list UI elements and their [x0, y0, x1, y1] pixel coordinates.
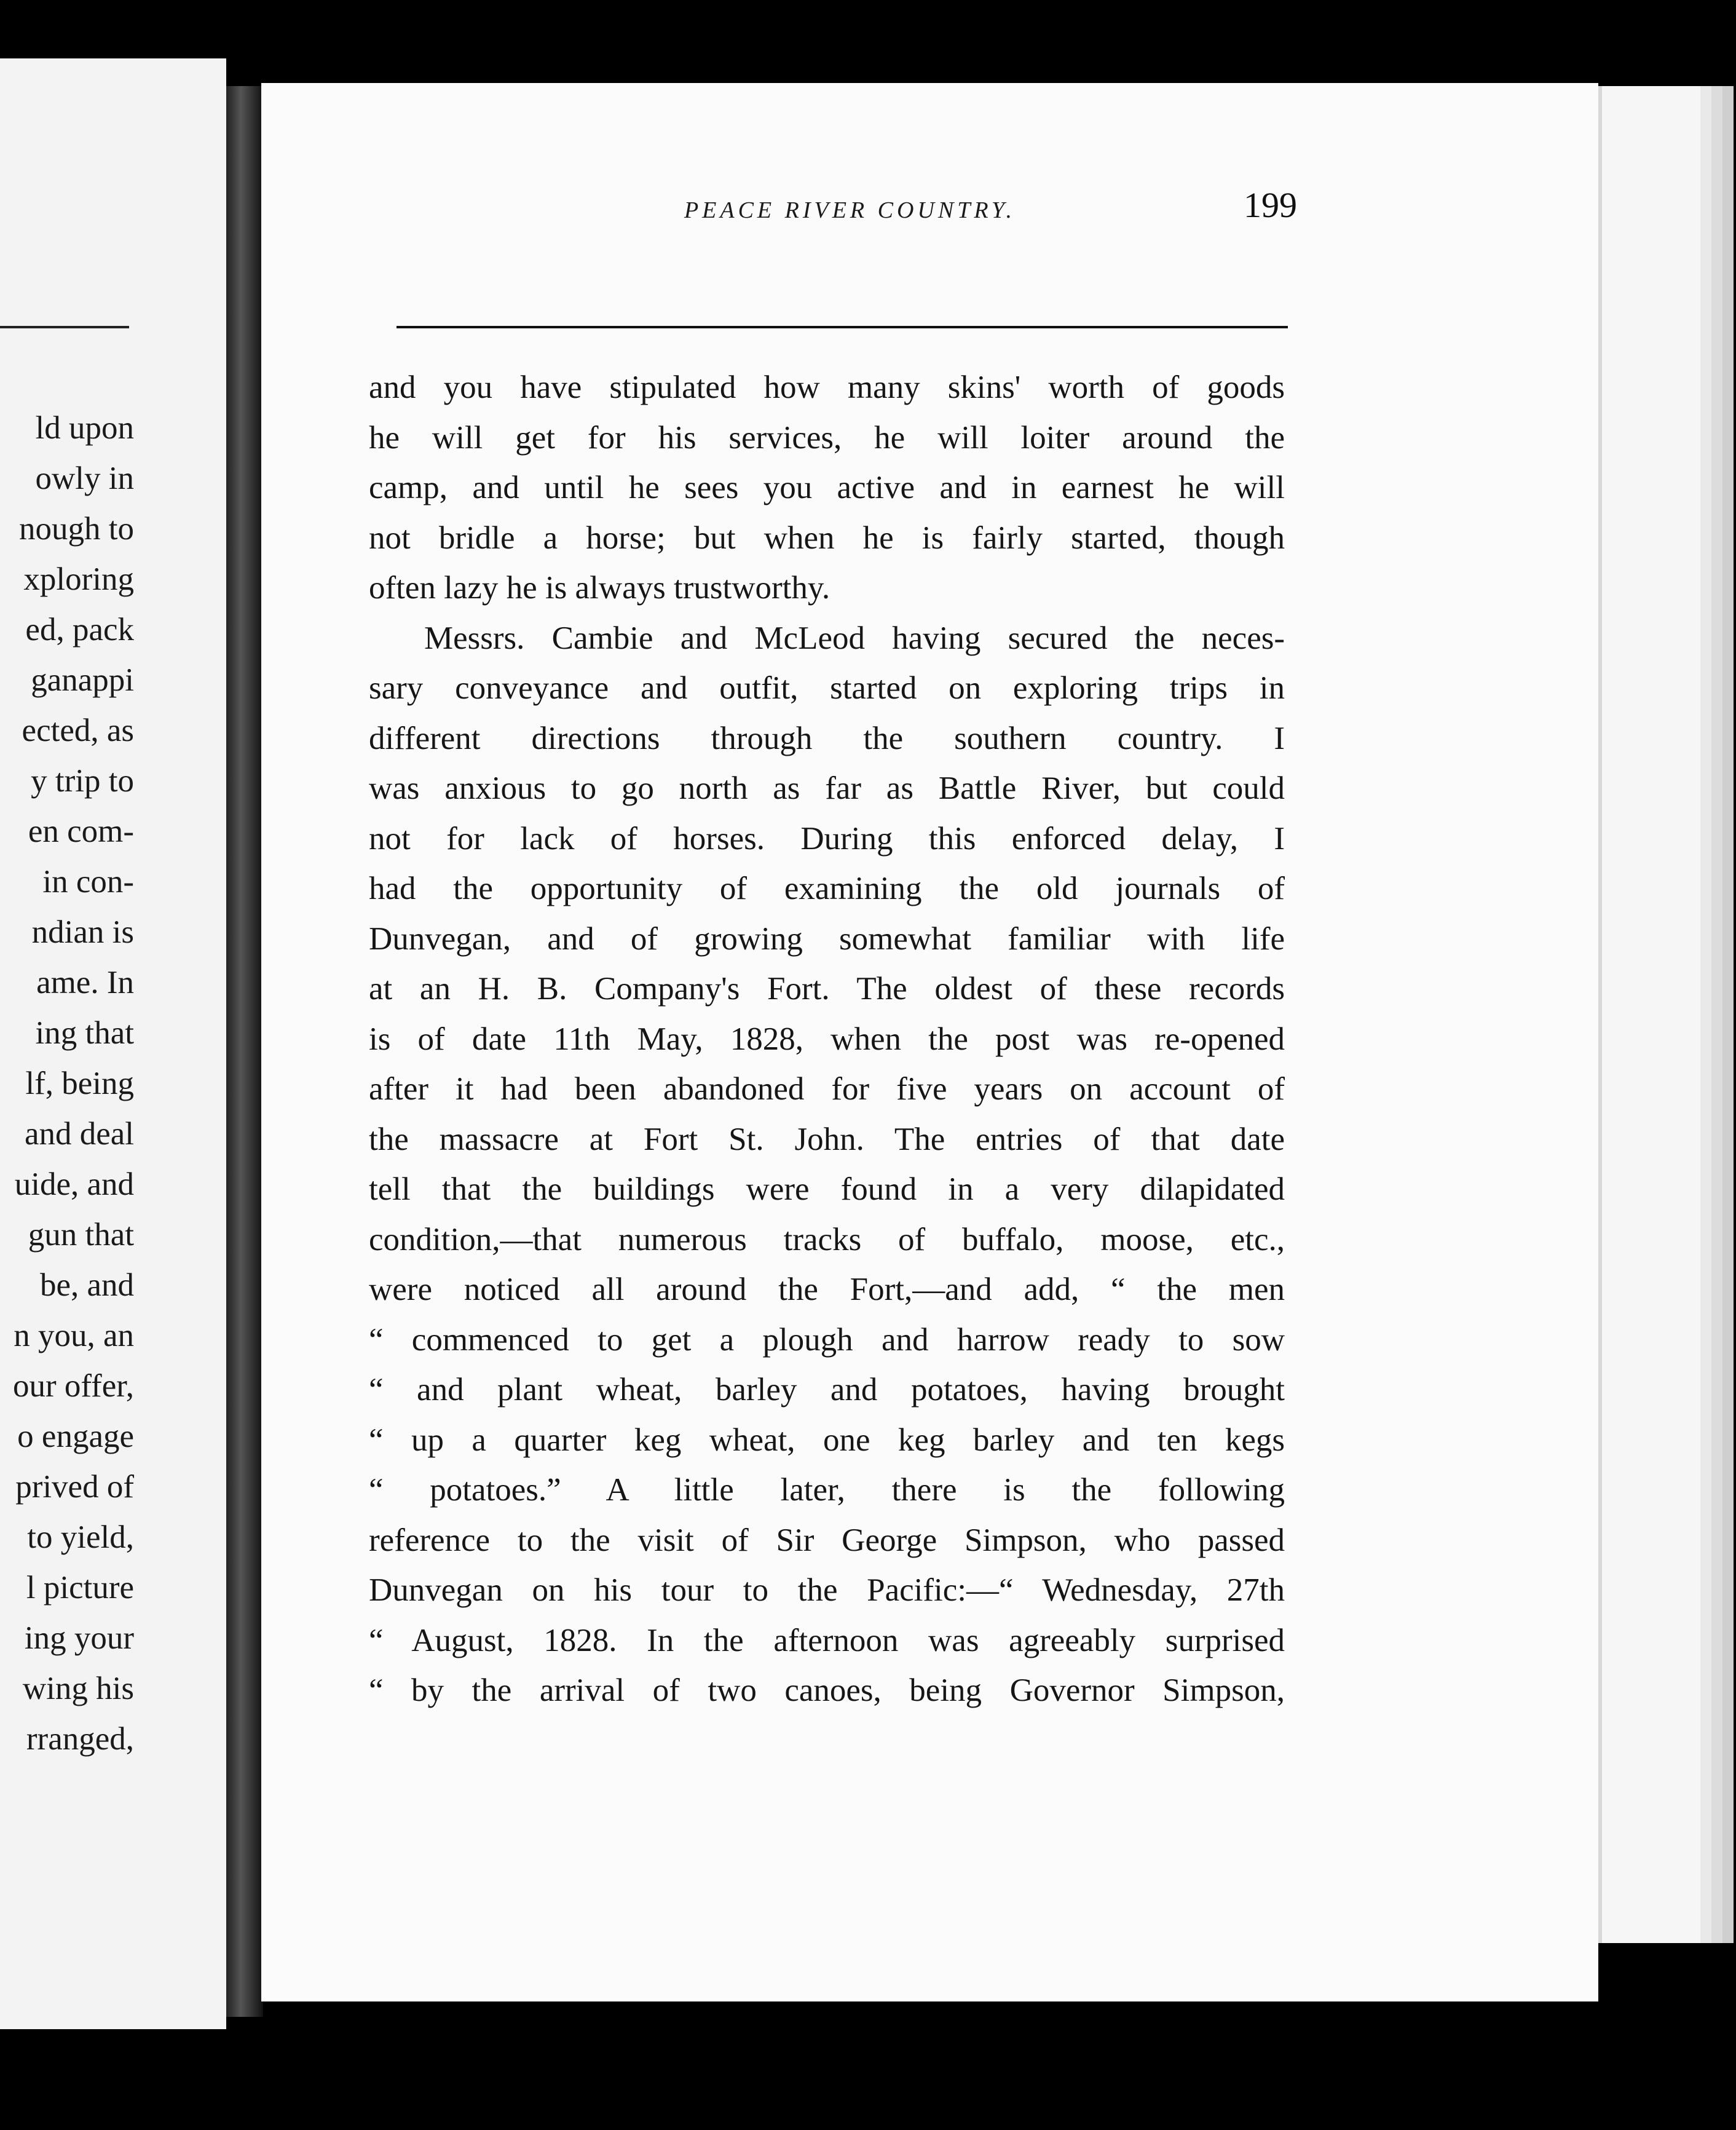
- left-line: ld upon: [35, 410, 134, 446]
- left-line: our offer,: [12, 1368, 134, 1404]
- text-line: “ potatoes.” A little later, there is the following: [369, 1472, 1285, 1508]
- text-line: camp, and until he sees you active and in earnest he will: [369, 470, 1285, 505]
- text-line: Dunvegan on his tour to the Pacific:—“ Wednesday, 27th: [369, 1572, 1285, 1608]
- page-header: [403, 184, 1297, 246]
- left-line: xploring: [23, 561, 134, 597]
- left-line: rranged,: [26, 1721, 134, 1757]
- left-line: ing your: [24, 1620, 134, 1656]
- left-line: nough to: [19, 511, 134, 547]
- text-line: often lazy he is always trustworthy.: [369, 570, 831, 606]
- left-line: o engage: [17, 1419, 134, 1454]
- left-line: and deal: [24, 1116, 134, 1152]
- left-line: n you, an: [14, 1318, 134, 1353]
- text-line: had the opportunity of examining the old journals of: [369, 871, 1285, 906]
- book-gutter: [226, 86, 263, 2017]
- text-line: condition,—that numerous tracks of buffalo, moose, etc.,: [369, 1221, 1285, 1257]
- text-line: the massacre at Fort St. John. The entries of that date: [369, 1121, 1285, 1157]
- text-line: “ and plant wheat, barley and potatoes, having brought: [369, 1372, 1285, 1407]
- text-line: at an H. B. Company's Fort. The oldest of these records: [369, 971, 1285, 1007]
- text-line: not for lack of horses. During this enforced delay, I: [369, 820, 1285, 857]
- left-line: in con-: [42, 864, 134, 900]
- text-line: not bridle a horse; but when he is fairly started, though: [369, 520, 1285, 556]
- text-line: “ up a quarter keg wheat, one keg barley and ten kegs: [369, 1422, 1285, 1458]
- text-line: and you have stipulated how many skins' worth of goods: [369, 370, 1285, 405]
- text-line: different directions through the southern country. I: [369, 720, 1285, 756]
- text-line: is of date 11th May, 1828, when the post was re-opened: [369, 1021, 1285, 1057]
- text-line: tell that the buildings were found in a very dilapidated: [369, 1171, 1285, 1207]
- left-line: ed, pack: [25, 612, 134, 647]
- left-line: l picture: [26, 1570, 134, 1605]
- left-page-text: [0, 403, 134, 1764]
- left-line: gun that: [28, 1217, 134, 1253]
- left-line: ected, as: [22, 713, 134, 748]
- left-header-rule: [0, 326, 129, 328]
- left-line: prived of: [15, 1469, 134, 1505]
- header-rule: [397, 326, 1288, 328]
- left-line: ing that: [35, 1015, 134, 1051]
- left-line: uide, and: [14, 1166, 134, 1202]
- text-line: “ commenced to get a plough and harrow ready to sow: [369, 1321, 1285, 1358]
- text-line: Messrs. Cambie and McLeod having secured the neces-: [424, 620, 1285, 656]
- left-line: ndian is: [31, 914, 134, 950]
- left-line: ganappi: [31, 662, 134, 698]
- left-line: ame. In: [36, 965, 134, 1000]
- page-edges: [1598, 86, 1700, 1943]
- left-line: y trip to: [31, 763, 134, 799]
- left-line: lf, being: [25, 1066, 134, 1101]
- text-line: Dunvegan, and of growing somewhat familiar with life: [369, 920, 1285, 957]
- text-line: reference to the visit of Sir George Simpson, who passed: [369, 1522, 1285, 1558]
- left-line: be, and: [39, 1267, 134, 1303]
- text-line: sary conveyance and outfit, started on exploring trips in: [369, 670, 1285, 706]
- text-line: “ by the arrival of two canoes, being Governor Simpson,: [369, 1673, 1285, 1708]
- body-text: [369, 363, 1285, 1716]
- page-number: 199: [1244, 185, 1297, 225]
- left-line: wing his: [22, 1671, 134, 1706]
- text-line: were noticed all around the Fort,—and add, “ the men: [369, 1272, 1285, 1307]
- left-line: en com-: [28, 814, 134, 849]
- left-page: [0, 58, 226, 2029]
- running-head: PEACE RIVER COUNTRY.: [684, 197, 1016, 223]
- text-line: he will get for his services, he will loiter around the: [369, 419, 1285, 456]
- left-line: to yield,: [27, 1519, 134, 1555]
- text-line: after it had been abandoned for five years on account of: [369, 1071, 1285, 1107]
- left-line: owly in: [35, 461, 134, 496]
- text-line: “ August, 1828. In the afternoon was agreeably surprised: [369, 1622, 1285, 1658]
- text-line: was anxious to go north as far as Battle River, but could: [369, 770, 1285, 806]
